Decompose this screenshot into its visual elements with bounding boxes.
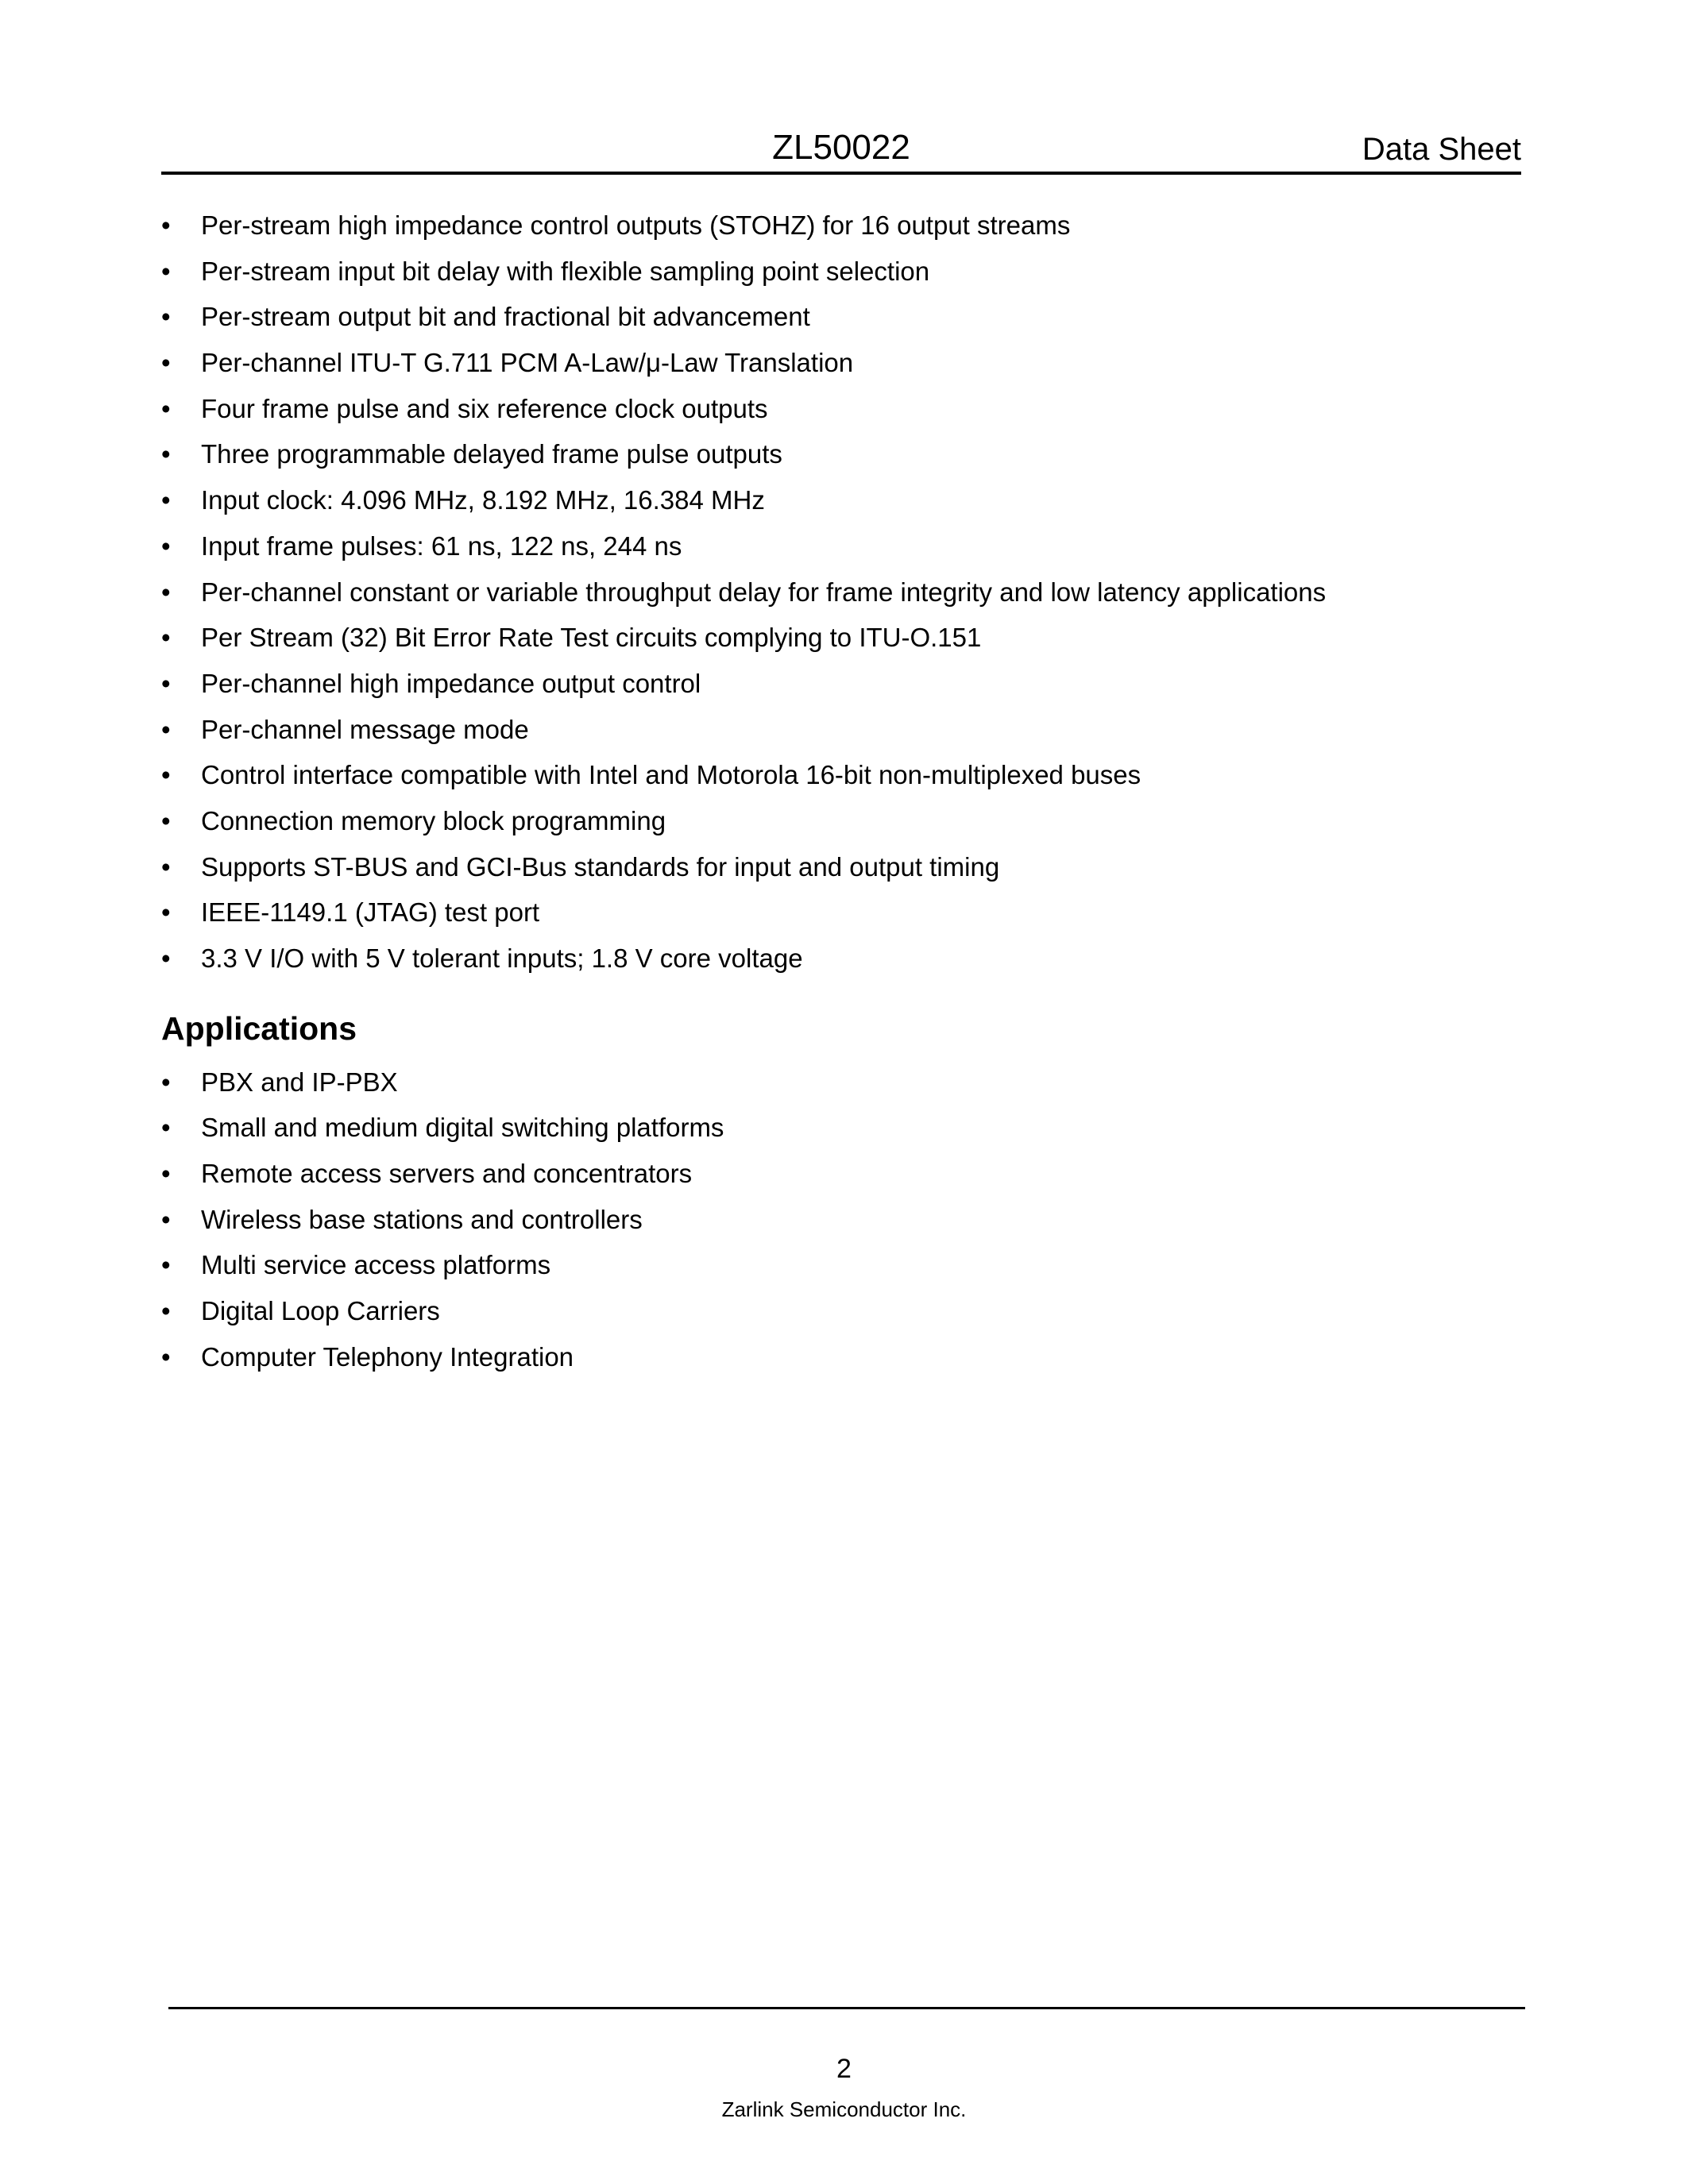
application-item: • Small and medium digital switching platforms [161, 1105, 1521, 1151]
bullet-icon: • [161, 348, 171, 378]
bullet-icon: • [161, 668, 171, 698]
bullet-icon: • [161, 393, 171, 423]
application-item: • PBX and IP-PBX [161, 1059, 1521, 1106]
application-item: • Remote access servers and concentrators [161, 1151, 1521, 1197]
feature-item: • 3.3 V I/O with 5 V tolerant inputs; 1.8 V core voltage [161, 936, 1521, 982]
feature-item: • Per Stream (32) Bit Error Rate Test circuits complying to ITU-O.151 [161, 615, 1521, 661]
applications-heading: Applications [161, 1009, 357, 1047]
application-item: • Wireless base stations and controllers [161, 1197, 1521, 1243]
bullet-icon: • [161, 1113, 171, 1143]
feature-item: • Per-channel constant or variable throughput delay for frame integrity and low latency applications [161, 569, 1521, 615]
document-type-label: Data Sheet [1362, 132, 1521, 167]
feature-item: • Three programmable delayed frame pulse outputs [161, 431, 1521, 477]
bullet-icon: • [161, 760, 171, 790]
feature-item: • Connection memory block programming [161, 798, 1521, 844]
bullet-icon: • [161, 210, 171, 240]
footer-divider [168, 2007, 1525, 2009]
bullet-icon: • [161, 577, 171, 607]
feature-item: • Per-channel message mode [161, 707, 1521, 753]
application-item: • Digital Loop Carriers [161, 1288, 1521, 1334]
bullet-icon: • [161, 623, 171, 653]
feature-item: • Supports ST-BUS and GCI-Bus standards for input and output timing [161, 844, 1521, 890]
application-item: • Multi service access platforms [161, 1242, 1521, 1288]
feature-item: • Four frame pulse and six reference clock outputs [161, 386, 1521, 432]
bullet-icon: • [161, 943, 171, 973]
company-name: Zarlink Semiconductor Inc. [721, 2097, 967, 2121]
header-divider [161, 172, 1521, 175]
feature-item: • Per-channel ITU-T G.711 PCM A-Law/μ-Law Translation [161, 340, 1521, 386]
bullet-icon: • [161, 1296, 171, 1326]
bullet-icon: • [161, 485, 171, 515]
bullet-icon: • [161, 439, 171, 469]
bullet-icon: • [161, 1159, 171, 1189]
page-header [161, 119, 1521, 175]
bullet-icon: • [161, 805, 171, 835]
document-title: ZL50022 [772, 128, 910, 167]
bullet-icon: • [161, 1204, 171, 1234]
features-list [161, 203, 1521, 982]
application-item: • Computer Telephony Integration [161, 1334, 1521, 1380]
main-content [161, 203, 1521, 1380]
feature-item: • Per-stream input bit delay with flexible sampling point selection [161, 249, 1521, 295]
feature-item: • IEEE-1149.1 (JTAG) test port [161, 889, 1521, 936]
feature-item: • Per-stream high impedance control outputs (STOHZ) for 16 output streams [161, 203, 1521, 249]
bullet-icon: • [161, 1341, 171, 1372]
bullet-icon: • [161, 714, 171, 744]
bullet-icon: • [161, 531, 171, 561]
bullet-icon: • [161, 302, 171, 332]
feature-item: • Per-channel high impedance output control [161, 661, 1521, 707]
bullet-icon: • [161, 1250, 171, 1280]
applications-list [161, 1059, 1521, 1380]
bullet-icon: • [161, 851, 171, 882]
page-number: 2 [836, 2054, 852, 2084]
feature-item: • Input clock: 4.096 MHz, 8.192 MHz, 16.384 MHz [161, 477, 1521, 523]
feature-item: • Control interface compatible with Intel and Motorola 16-bit non-multiplexed buses [161, 752, 1521, 798]
bullet-icon: • [161, 1067, 171, 1097]
bullet-icon: • [161, 897, 171, 928]
feature-item: • Input frame pulses: 61 ns, 122 ns, 244 ns [161, 523, 1521, 569]
feature-item: • Per-stream output bit and fractional bit advancement [161, 294, 1521, 340]
bullet-icon: • [161, 256, 171, 286]
